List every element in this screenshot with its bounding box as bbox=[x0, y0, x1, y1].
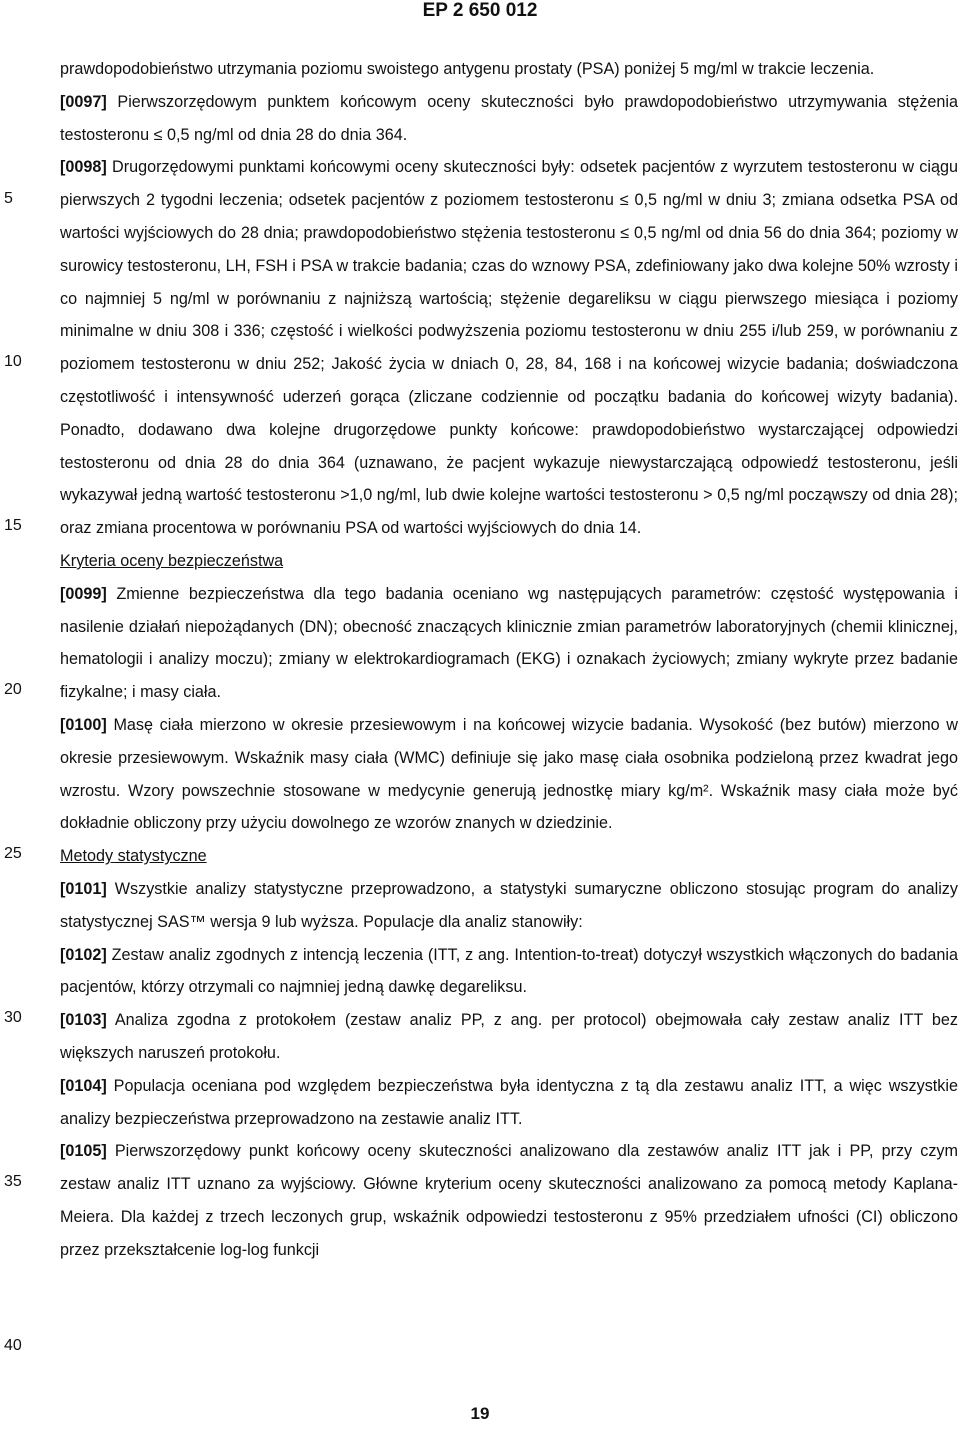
patent-number-header: EP 2 650 012 bbox=[422, 0, 538, 21]
document-body bbox=[60, 53, 958, 1266]
line-number-10: 10 bbox=[4, 353, 22, 370]
paragraph-text: Wszystkie analizy statystyczne przeprowadzono, a statystyki sumaryczne obliczono stosując program do analizy statystycznej SAS™ wersja 9 lub wyższa. Populacje dla analiz stanowiły: bbox=[60, 879, 958, 931]
paragraph-text: Pierwszorzędowym punktem końcowym oceny skuteczności było prawdopodobieństwo utrzymywania stężenia testosteronu ≤ 0,5 ng/ml od dnia 28 do dnia 364. bbox=[60, 92, 958, 144]
paragraph-id: [0102] bbox=[60, 945, 107, 964]
paragraph-0103 bbox=[60, 1004, 958, 1070]
page-number: 19 bbox=[470, 1404, 490, 1423]
line-number-30: 30 bbox=[4, 1009, 22, 1026]
paragraph-id: [0101] bbox=[60, 879, 107, 898]
line-number-15: 15 bbox=[4, 517, 22, 534]
paragraph-id: [0097] bbox=[60, 92, 107, 111]
paragraph-0105 bbox=[60, 1135, 958, 1266]
line-number-35: 35 bbox=[4, 1173, 22, 1190]
paragraph-text: Drugorzędowymi punktami końcowymi oceny skuteczności były: odsetek pacjentów z wyrzutem testosteronu w ciągu pierwszych 2 tygodni leczenia; odsetek pacjentów z poziomem testosteronu ≤ 0,5 ng/ml w dniu 3; zmiana odsetka PSA od wartości wyjściowych do 28 dnia; prawdopodobieństwo stężenia testosteronu ≤ 0,5 ng/ml od dnia 56 do dnia 364; poziomy w surowicy testosteronu, LH, FSH i PSA w trakcie badania; czas do wznowy PSA, zdefiniowany jako dwa kolejne 50% wzrosty i co najmniej 5 ng/ml w porównaniu z najniższą wartością; stężenie degareliksu w ciągu pierwszego miesiąca i poziomy minimalne w dniu 308 i 336; częstość i wielkości podwyższenia poziomu testosteronu w dniu 255 i/lub 259, w porównaniu z poziomem testosteronu w dniu 252; Jakość życia w dniach 0, 28, 84, 168 i na końcowej wizycie badania; doświadczona częstotliwość i intensywność uderzeń gorąca (zliczane codziennie od początku badania do końcowej wizyty badania). Ponadto, dodawano dwa kolejne drugorzędowe punkty końcowe: prawdopodobieństwo wystarczającej odpowiedzi testosteronu od dnia 28 do dnia 364 (uznawano, że pacjent wykazuje niewystarczającą odpowiedź testosteronu, jeśli wykazywał jedną wartość testosteronu >1,0 ng/ml, lub dwie kolejne wartości testosteronu > 0,5 ng/ml począwszy od dnia 28); oraz zmiana procentowa w porównaniu PSA od wartości wyjściowych do dnia 14. bbox=[60, 158, 958, 538]
paragraph-text: Masę ciała mierzono w okresie przesiewowym i na końcowej wizycie badania. Wysokość (bez butów) mierzono w okresie przesiewowym. Wskaźnik masy ciała (WMC) definiuje się jako masę ciała osobnika podzieloną przez kwadrat jego wzrostu. Wzory powszechnie stosowane w medycynie generują jednostkę miary kg/m². Wskaźnik masy ciała może być dokładnie obliczony przy użyciu dowolnego ze wzorów znanych w dziedzinie. bbox=[60, 715, 958, 833]
paragraph-0101 bbox=[60, 873, 958, 939]
paragraph-continuation bbox=[60, 53, 958, 86]
line-number-40: 40 bbox=[4, 1337, 22, 1354]
paragraph-0099 bbox=[60, 578, 958, 709]
paragraph-id: [0100] bbox=[60, 715, 107, 734]
paragraph-text: Zmienne bezpieczeństwa dla tego badania oceniano wg następujących parametrów: częstość występowania i nasilenie działań niepożądanych (DN); obecność znaczących klinicznie zmian parametrów laboratoryjnych (chemii klinicznej, hematologii i analizy moczu); zmiany w elektrokardiogramach (EKG) i oznakach życiowych; zmiany wykryte przez badanie fizykalne; i masy ciała. bbox=[60, 584, 958, 702]
section-heading-safety: Kryteria oceny bezpieczeństwa bbox=[60, 551, 284, 570]
paragraph-0104 bbox=[60, 1070, 958, 1136]
paragraph-id: [0103] bbox=[60, 1011, 107, 1030]
paragraph-0097 bbox=[60, 86, 958, 152]
paragraph-id: [0105] bbox=[60, 1142, 107, 1161]
paragraph-id: [0104] bbox=[60, 1076, 107, 1095]
paragraph-id: [0098] bbox=[60, 158, 107, 177]
paragraph-text: Pierwszorzędowy punkt końcowy oceny skuteczności analizowano dla zestawów analiz ITT jak i PP, przy czym zestaw analiz ITT uznano za wyjściowy. Główne kryterium oceny skuteczności analizowano za pomocą metody Kaplana-Meiera. Dla każdej z trzech leczonych grup, wskaźnik odpowiedzi testosteronu z 95% przedziałem ufności (CI) obliczono przez przekształcenie log-log funkcji bbox=[60, 1142, 958, 1259]
line-number-5: 5 bbox=[4, 190, 13, 207]
paragraph-0102 bbox=[60, 939, 958, 1005]
paragraph-text: Populacja oceniana pod względem bezpieczeństwa była identyczna z tą dla zestawu analiz ITT, a więc wszystkie analizy bezpieczeństwa przeprowadzono na zestawie analiz ITT. bbox=[60, 1076, 958, 1128]
paragraph-id: [0099] bbox=[60, 584, 107, 603]
paragraph-0100 bbox=[60, 709, 958, 840]
section-heading-statistics: Metody statystyczne bbox=[60, 847, 207, 866]
paragraph-text: Zestaw analiz zgodnych z intencją leczenia (ITT, z ang. Intention-to-treat) dotyczył wszystkich włączonych do badania pacjentów, którzy otrzymali co najmniej jedną dawkę degareliksu. bbox=[60, 945, 958, 997]
paragraph-text: Analiza zgodna z protokołem (zestaw analiz PP, z ang. per protocol) obejmowała cały zestaw analiz ITT bez większych naruszeń protokołu. bbox=[60, 1011, 958, 1062]
paragraph-text: prawdopodobieństwo utrzymania poziomu swoistego antygenu prostaty (PSA) poniżej 5 mg/ml w trakcie leczenia. bbox=[60, 60, 875, 78]
line-number-20: 20 bbox=[4, 681, 22, 698]
paragraph-0098 bbox=[60, 151, 958, 545]
line-number-25: 25 bbox=[4, 845, 22, 862]
